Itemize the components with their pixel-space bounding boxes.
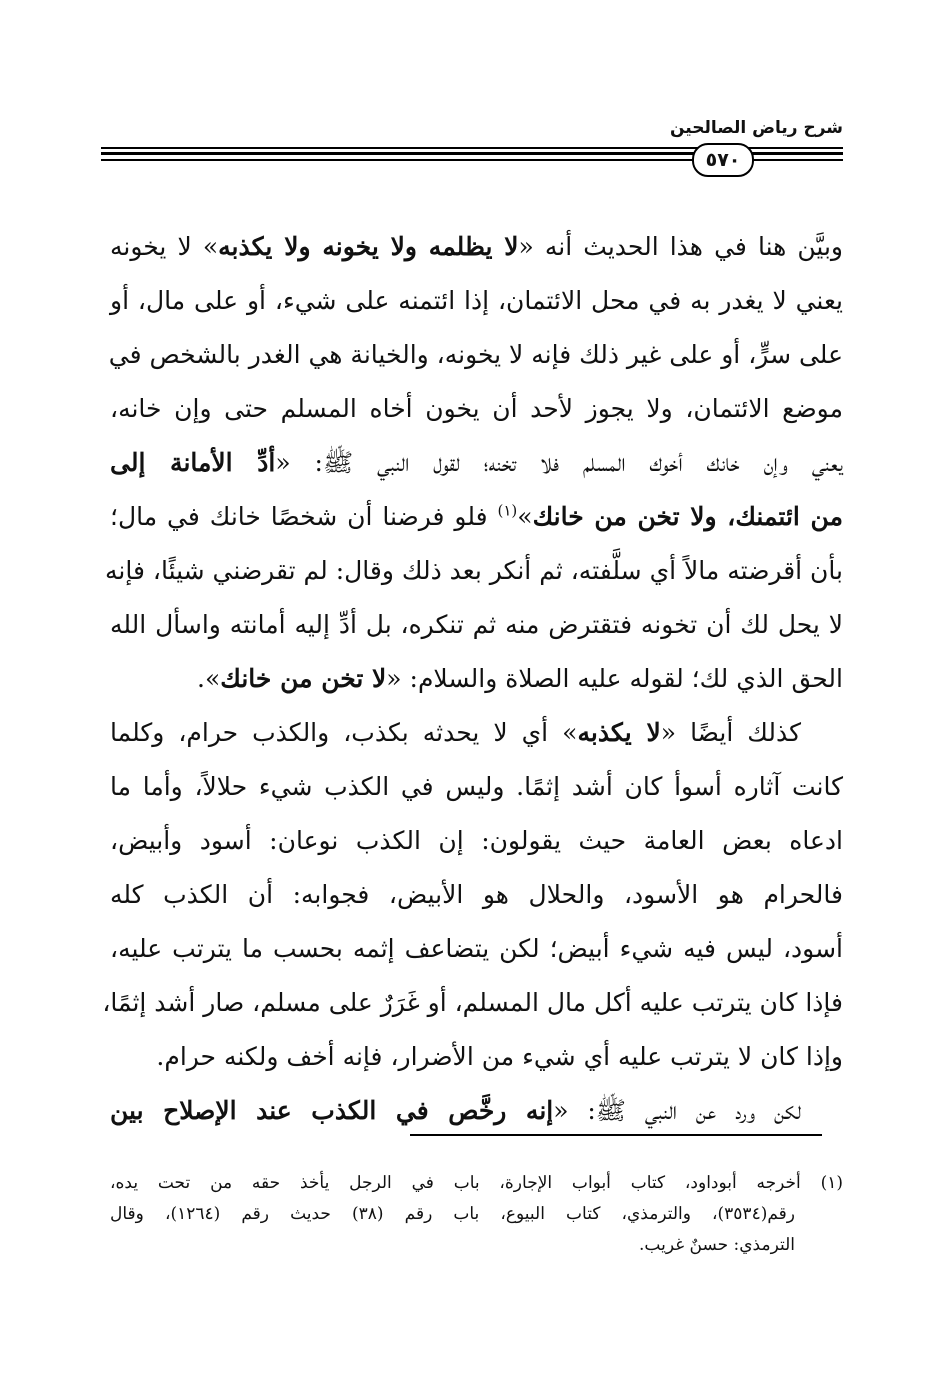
text-segment: على سرٍّ، أو على غير ذلك فإنه لا يخونه، والخيانة هي الغدر بالشخص في: [108, 340, 843, 369]
text-line: [110, 760, 843, 814]
text-line: [110, 274, 843, 328]
text-segment: فالحرام هو الأسود، والحلال هو الأبيض، فجوابه: أن الكذب كله: [110, 880, 843, 909]
text-line: [105, 544, 843, 598]
hadith-quote: لا يكذبه: [577, 718, 661, 747]
text-segment: لا يحل لك أن تخونه فتقترض منه ثم تنكره، بل أدِّ إليه أمانته واسأل الله: [110, 610, 843, 639]
text-line: [110, 1084, 843, 1138]
header-rule-left-mid: [101, 152, 690, 155]
text-segment: الحق الذي لك؛ لقوله عليه الصلاة والسلام: «: [386, 664, 843, 693]
text-line: [110, 814, 843, 868]
text-line: [110, 706, 843, 760]
text-segment: موضع الائتمان، ولا يجوز لأحد أن يخون أخاه المسلم حتى وإن خانه،: [110, 394, 843, 423]
main-text: [102, 220, 843, 1138]
text-segment: كانت آثاره أسوأ كان أشد إثمًا. وليس في الكذب شيء حلالاً، وأما ما: [110, 772, 843, 801]
text-line: [110, 1030, 843, 1084]
footnote-ref: (١): [497, 501, 518, 520]
footnote-line: رقم(٣٥٣٤)، والترمذي، كتاب البيوع، باب رقم (٣٨) حديث رقم (١٢٦٤)، وقال: [110, 1204, 795, 1224]
text-line: [110, 922, 843, 976]
text-segment: ».: [197, 664, 221, 693]
page-number: ٥٧٠: [705, 149, 741, 171]
text-segment: ادعاه بعض العامة حيث يقولون: إن الكذب نوعان: أسود وأبيض،: [110, 826, 843, 855]
text-line: [110, 868, 843, 922]
text-line: [110, 652, 843, 706]
text-line: [102, 976, 843, 1030]
footnote-line: (١) أخرجه أبوداود، كتاب أبواب الإجارة، باب في الرجل يأخذ حقه من تحت يده،: [110, 1173, 843, 1193]
hadith-quote: أدِّ الأمانة إلى: [110, 448, 276, 477]
header-rule-left-bottom: [101, 159, 690, 161]
text-segment: وإذا كان لا يترتب عليه أي شيء من الأضرار، فإنه أخف ولكنه حرام.: [156, 1042, 843, 1071]
text-segment: يعني وإن خانك أخوك المسلم فلا تخنه؛ لقول النبي ﷺ: «: [275, 448, 843, 477]
header-rule-left-top: [101, 147, 690, 149]
hadith-quote: من ائتمنك، ولا تخن من خانك: [532, 502, 843, 531]
text-segment: وبيَّن هنا في هذا الحديث أنه «: [518, 232, 843, 261]
text-segment: » لا يخونه: [110, 232, 219, 261]
hadith-quote: إنه رخَّص في الكذب عند الإصلاح بين: [110, 1096, 554, 1125]
hadith-quote: لا تخن من خانك: [220, 664, 387, 693]
text-line: [110, 328, 843, 382]
text-segment: أسود، ليس فيه شيء أبيض؛ لكن يتضاعف إثمه بحسب ما يترتب عليه،: [110, 934, 843, 963]
text-line: [110, 490, 843, 544]
text-segment: كذلك أيضًا «: [660, 718, 801, 747]
text-segment: » أي لا يحدثه بكذب، والكذب حرام، وكلما: [110, 718, 578, 747]
page-number-badge: [692, 143, 754, 177]
text-line: [110, 220, 843, 274]
text-line: [110, 598, 843, 652]
text-segment: بأن أقرضته مالاً أي سلَّفته، ثم أنكر بعد ذلك وقال: لم تقرضني شيئًا، فإنه: [105, 556, 843, 585]
footnote-line: الترمذي: حسنٌ غريب.: [639, 1235, 795, 1255]
text-segment: فلو فرضنا أن شخصًا خانك في مال؛: [110, 502, 498, 531]
text-segment: لكن ورد عن النبي ﷺ: «: [553, 1096, 801, 1125]
footnote-separator: [410, 1134, 822, 1136]
text-line: [110, 382, 843, 436]
text-segment: »: [517, 502, 533, 531]
running-header-title: شرح رياض الصالحين: [669, 118, 843, 138]
text-segment: يعني لا يغدر به في محل الائتمان، إذا ائتمنه على شيء، أو على مال، أو: [110, 286, 843, 315]
text-segment: فإذا كان يترتب عليه أكل مال المسلم، أو غَرَرٌ على مسلم، صار أشد إثمًا،: [102, 988, 843, 1017]
footnotes: [110, 1168, 843, 1261]
hadith-quote: لا يظلمه ولا يخونه ولا يكذبه: [218, 232, 519, 261]
text-line: [110, 436, 843, 490]
